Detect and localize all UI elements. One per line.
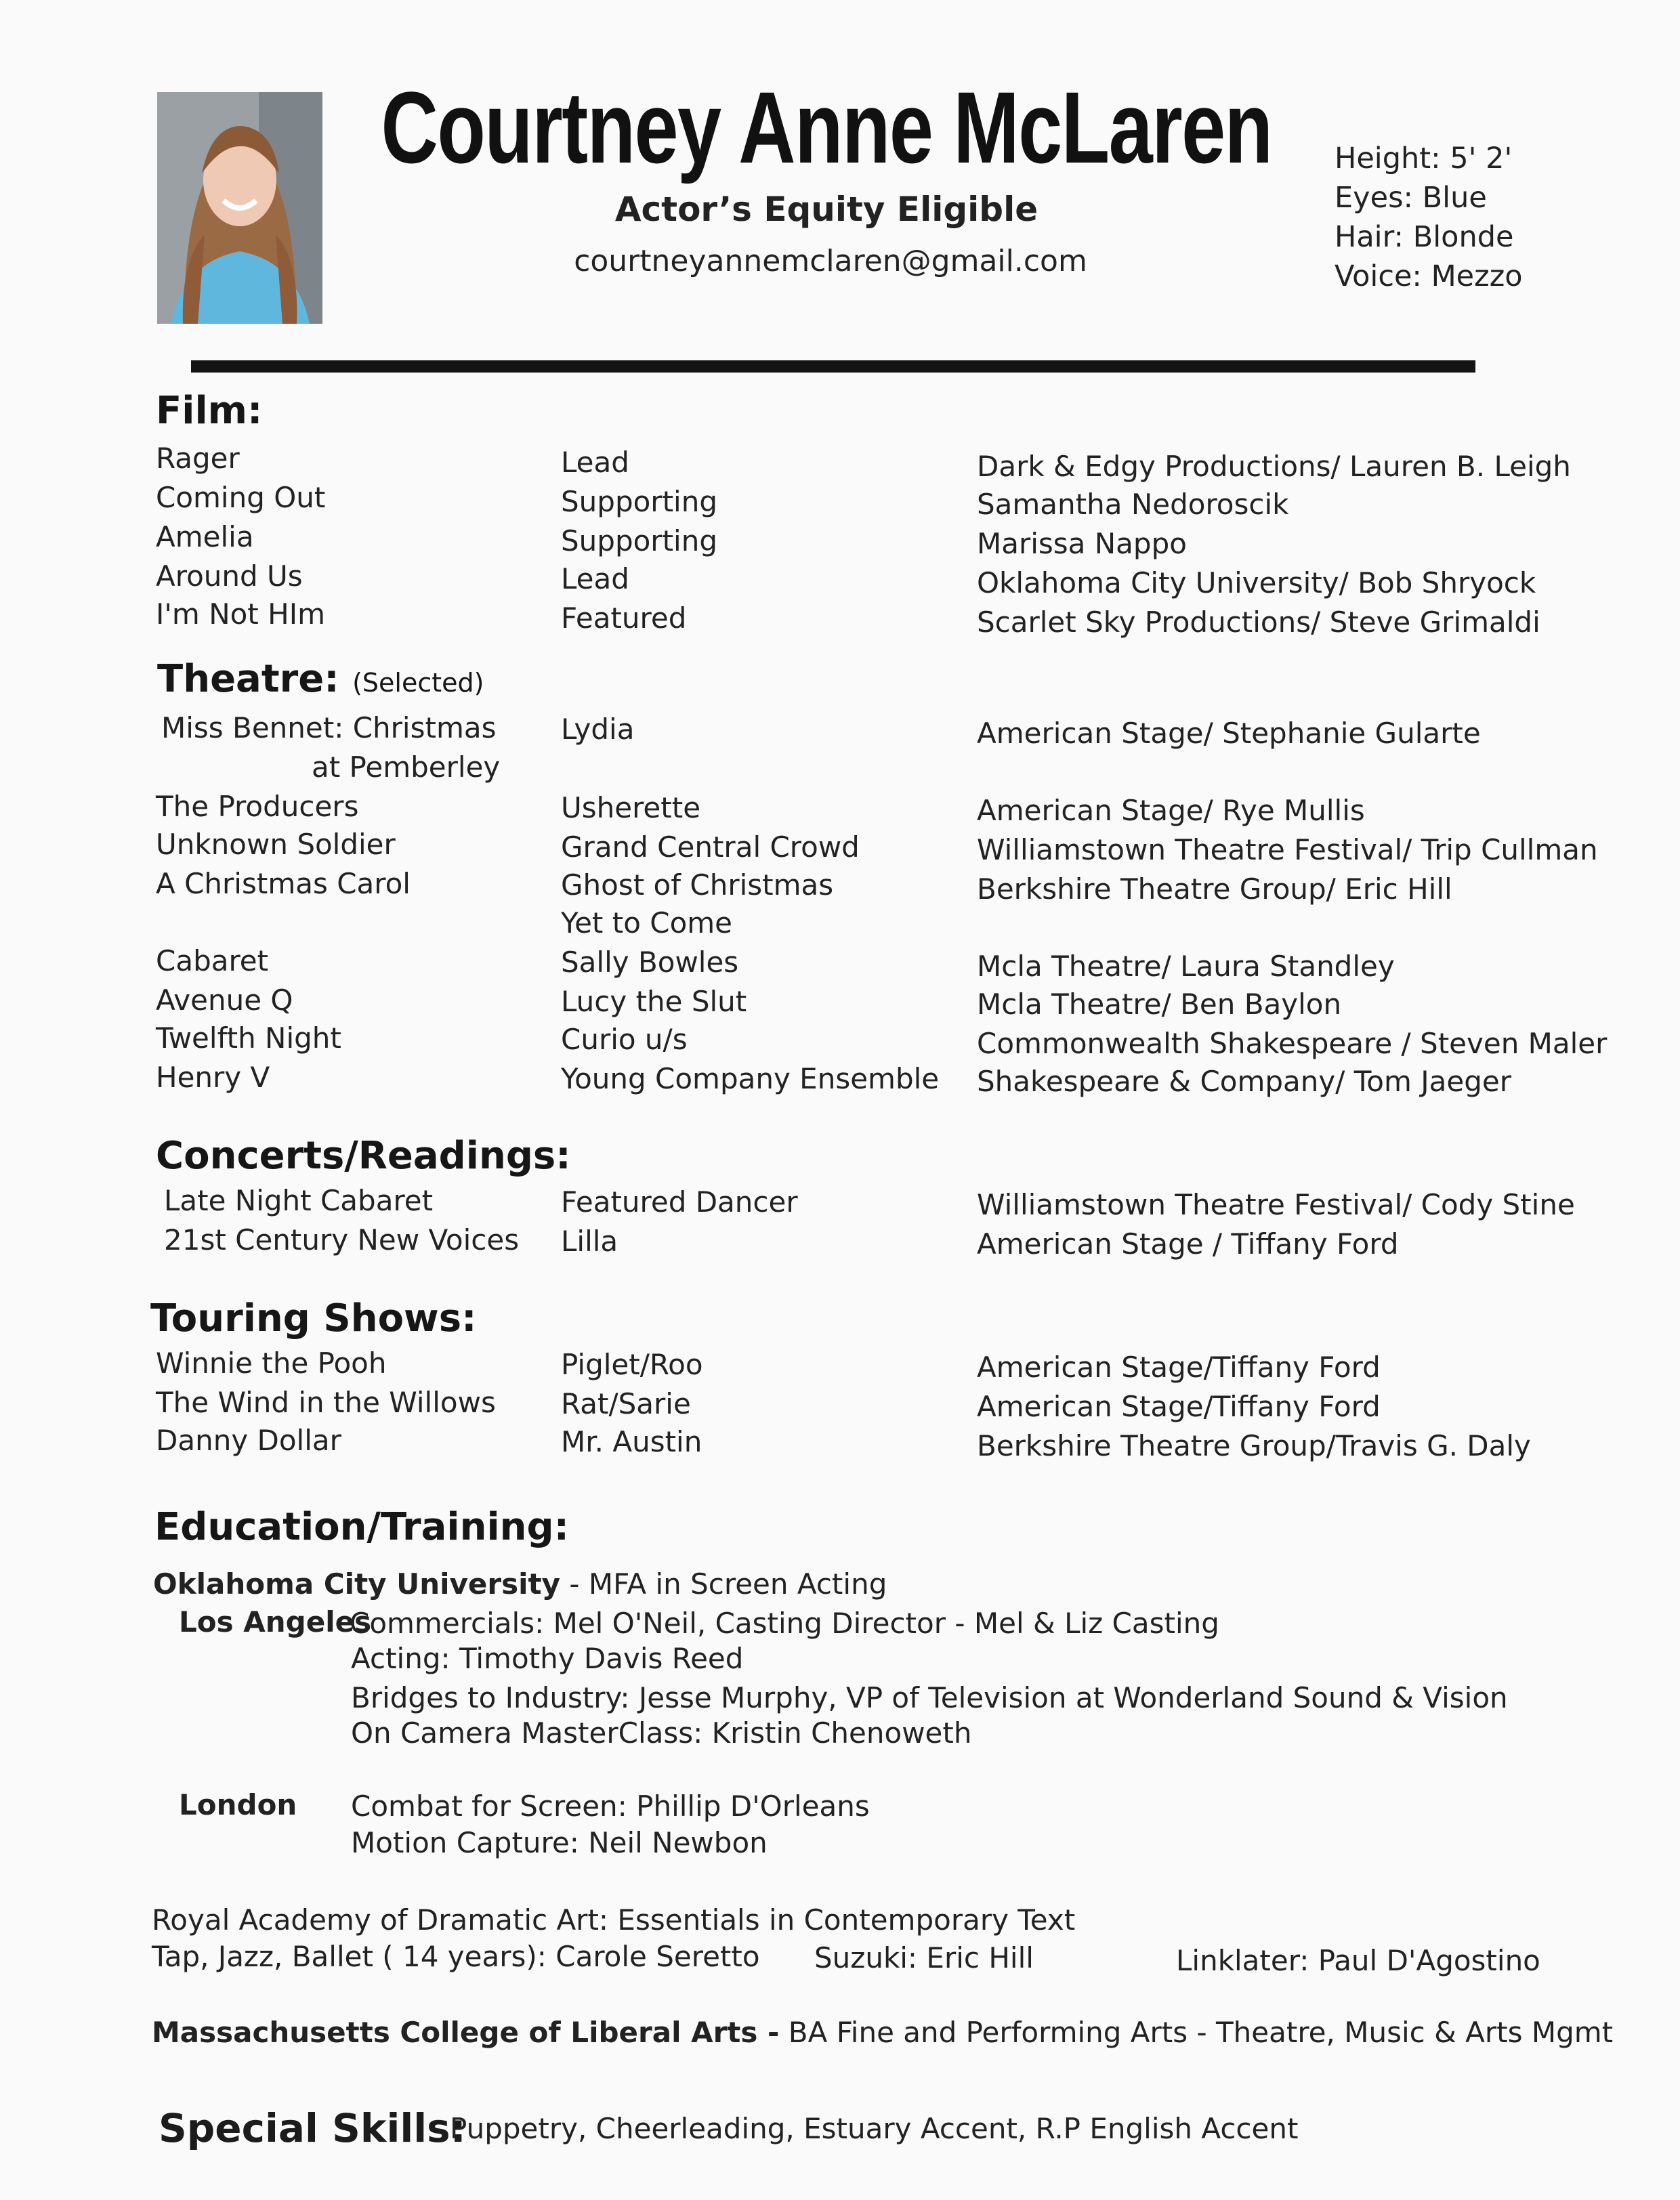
stat-eyes: Eyes: Blue (1335, 181, 1487, 215)
theatre-title: Cabaret (156, 944, 269, 977)
theatre-title: The Producers (156, 790, 359, 823)
touring-role: Piglet/Roo (561, 1348, 703, 1381)
la-training-item: On Camera MasterClass: Kristin Chenoweth (351, 1716, 972, 1750)
london-training-item: Motion Capture: Neil Newbon (351, 1826, 768, 1859)
theatre-company: Shakespeare & Company/ Tom Jaeger (977, 1065, 1511, 1098)
theatre-company: American Stage/ Rye Mullis (977, 794, 1365, 827)
rada-training: Royal Academy of Dramatic Art: Essentials in Contemporary Text (152, 1903, 1076, 1937)
touring-company: American Stage/Tiffany Ford (977, 1351, 1381, 1384)
ocu-line (153, 1567, 887, 1601)
theatre-title: Henry V (156, 1061, 270, 1094)
touring-title: The Wind in the Willows (156, 1386, 496, 1419)
theatre-heading-note: (Selected) (352, 668, 484, 698)
touring-role: Rat/Sarie (561, 1387, 691, 1420)
mcla-degree: BA Fine and Performing Arts - Theatre, Music & Arts Mgmt (779, 2016, 1614, 2049)
film-role: Supporting (561, 485, 717, 518)
film-title: I'm Not HIm (156, 597, 326, 631)
concert-title: Late Night Cabaret (164, 1184, 434, 1217)
theatre-title: Avenue Q (156, 983, 293, 1017)
theatre-role: Young Company Ensemble (561, 1062, 940, 1095)
film-role: Supporting (561, 524, 717, 557)
theatre-company: Commonwealth Shakespeare / Steven Maler (977, 1027, 1608, 1060)
film-company: Oklahoma City University/ Bob Shryock (977, 566, 1536, 599)
education-heading: Education/Training: (154, 1505, 570, 1549)
film-title: Rager (156, 442, 240, 475)
film-title: Coming Out (156, 481, 326, 514)
theatre-role: Curio u/s (561, 1023, 688, 1056)
touring-title: Winnie the Pooh (156, 1347, 387, 1380)
concerts-heading: Concerts/Readings: (156, 1134, 571, 1178)
theatre-role: Usherette (561, 791, 701, 824)
theatre-title: A Christmas Carol (156, 867, 411, 900)
la-training-item: Acting: Timothy Davis Reed (351, 1642, 744, 1675)
theatre-title: Unknown Soldier (156, 828, 396, 861)
stat-voice: Voice: Mezzo (1335, 259, 1523, 293)
theatre-company: Mcla Theatre/ Ben Baylon (977, 988, 1342, 1021)
theatre-role-continued: Yet to Come (561, 906, 733, 939)
film-heading: Film: (156, 389, 263, 433)
theatre-role: Ghost of Christmas (561, 868, 834, 902)
physical-stats (1335, 139, 1523, 296)
london-label: London (179, 1788, 297, 1821)
theatre-company: Berkshire Theatre Group/ Eric Hill (977, 872, 1452, 906)
concert-title: 21st Century New Voices (164, 1223, 520, 1256)
ocu-school: Oklahoma City University (153, 1567, 560, 1601)
la-label: Los Angeles (179, 1605, 372, 1638)
theatre-company: American Stage/ Stephanie Gularte (977, 717, 1481, 750)
theatre-heading (157, 657, 484, 701)
header-divider (191, 360, 1475, 373)
concert-company: American Stage / Tiffany Ford (977, 1227, 1399, 1261)
concert-role: Featured Dancer (561, 1185, 798, 1219)
linklater-training: Linklater: Paul D'Agostino (1176, 1944, 1540, 1977)
mcla-line (152, 2016, 1613, 2049)
theatre-role: Grand Central Crowd (561, 830, 860, 864)
mcla-school: Massachusetts College of Liberal Arts - (152, 2016, 780, 2049)
theatre-company: Williamstown Theatre Festival/ Trip Cullman (977, 833, 1598, 866)
theatre-title: Twelfth Night (156, 1021, 341, 1055)
london-training-item: Combat for Screen: Phillip D'Orleans (351, 1790, 870, 1823)
touring-role: Mr. Austin (561, 1425, 702, 1458)
theatre-role: Lydia (561, 713, 635, 746)
film-role: Lead (561, 562, 629, 595)
contact-email[interactable]: courtneyannemclaren@gmail.com (574, 244, 1087, 278)
touring-company: Berkshire Theatre Group/Travis G. Daly (977, 1429, 1531, 1462)
concert-company: Williamstown Theatre Festival/ Cody Stine (977, 1188, 1575, 1221)
touring-title: Danny Dollar (156, 1424, 341, 1457)
film-title: Amelia (156, 520, 254, 553)
stat-height: Height: 5' 2' (1335, 142, 1513, 175)
ocu-degree: - MFA in Screen Acting (560, 1567, 887, 1601)
film-company: Scarlet Sky Productions/ Steve Grimaldi (977, 606, 1540, 639)
film-company: Marissa Nappo (977, 527, 1187, 560)
union-status: Actor’s Equity Eligible (614, 190, 1038, 229)
theatre-role: Lucy the Slut (561, 985, 747, 1018)
film-company: Dark & Edgy Productions/ Lauren B. Leigh (977, 450, 1571, 483)
touring-company: American Stage/Tiffany Ford (977, 1390, 1381, 1423)
film-role: Lead (561, 446, 629, 479)
theatre-title: Miss Bennet: Christmas (161, 711, 497, 744)
skills-list: Puppetry, Cheerleading, Estuary Accent, R.P English Accent (450, 2112, 1299, 2145)
skills-heading: Special Skills: (159, 2105, 466, 2151)
stat-hair: Hair: Blonde (1335, 220, 1514, 254)
suzuki-training: Suzuki: Eric Hill (814, 1941, 1034, 1974)
film-role: Featured (561, 601, 687, 635)
candidate-name: Courtney Anne McLaren (381, 70, 1272, 184)
la-training-item: Commercials: Mel O'Neil, Casting Director - Mel & Liz Casting (350, 1607, 1219, 1640)
dance-training: Tap, Jazz, Ballet ( 14 years): Carole Seretto (152, 1940, 760, 1973)
concert-role: Lilla (561, 1225, 618, 1258)
theatre-heading-label: Theatre: (157, 657, 339, 701)
theatre-title-continued: at Pemberley (312, 750, 501, 784)
la-training-item: Bridges to Industry: Jesse Murphy, VP of Television at Wonderland Sound & Vision (351, 1681, 1508, 1714)
film-company: Samantha Nedoroscik (977, 488, 1289, 521)
theatre-role: Sally Bowles (561, 946, 739, 979)
film-title: Around Us (156, 559, 303, 593)
touring-heading: Touring Shows: (150, 1296, 477, 1340)
theatre-company: Mcla Theatre/ Laura Standley (977, 950, 1395, 983)
